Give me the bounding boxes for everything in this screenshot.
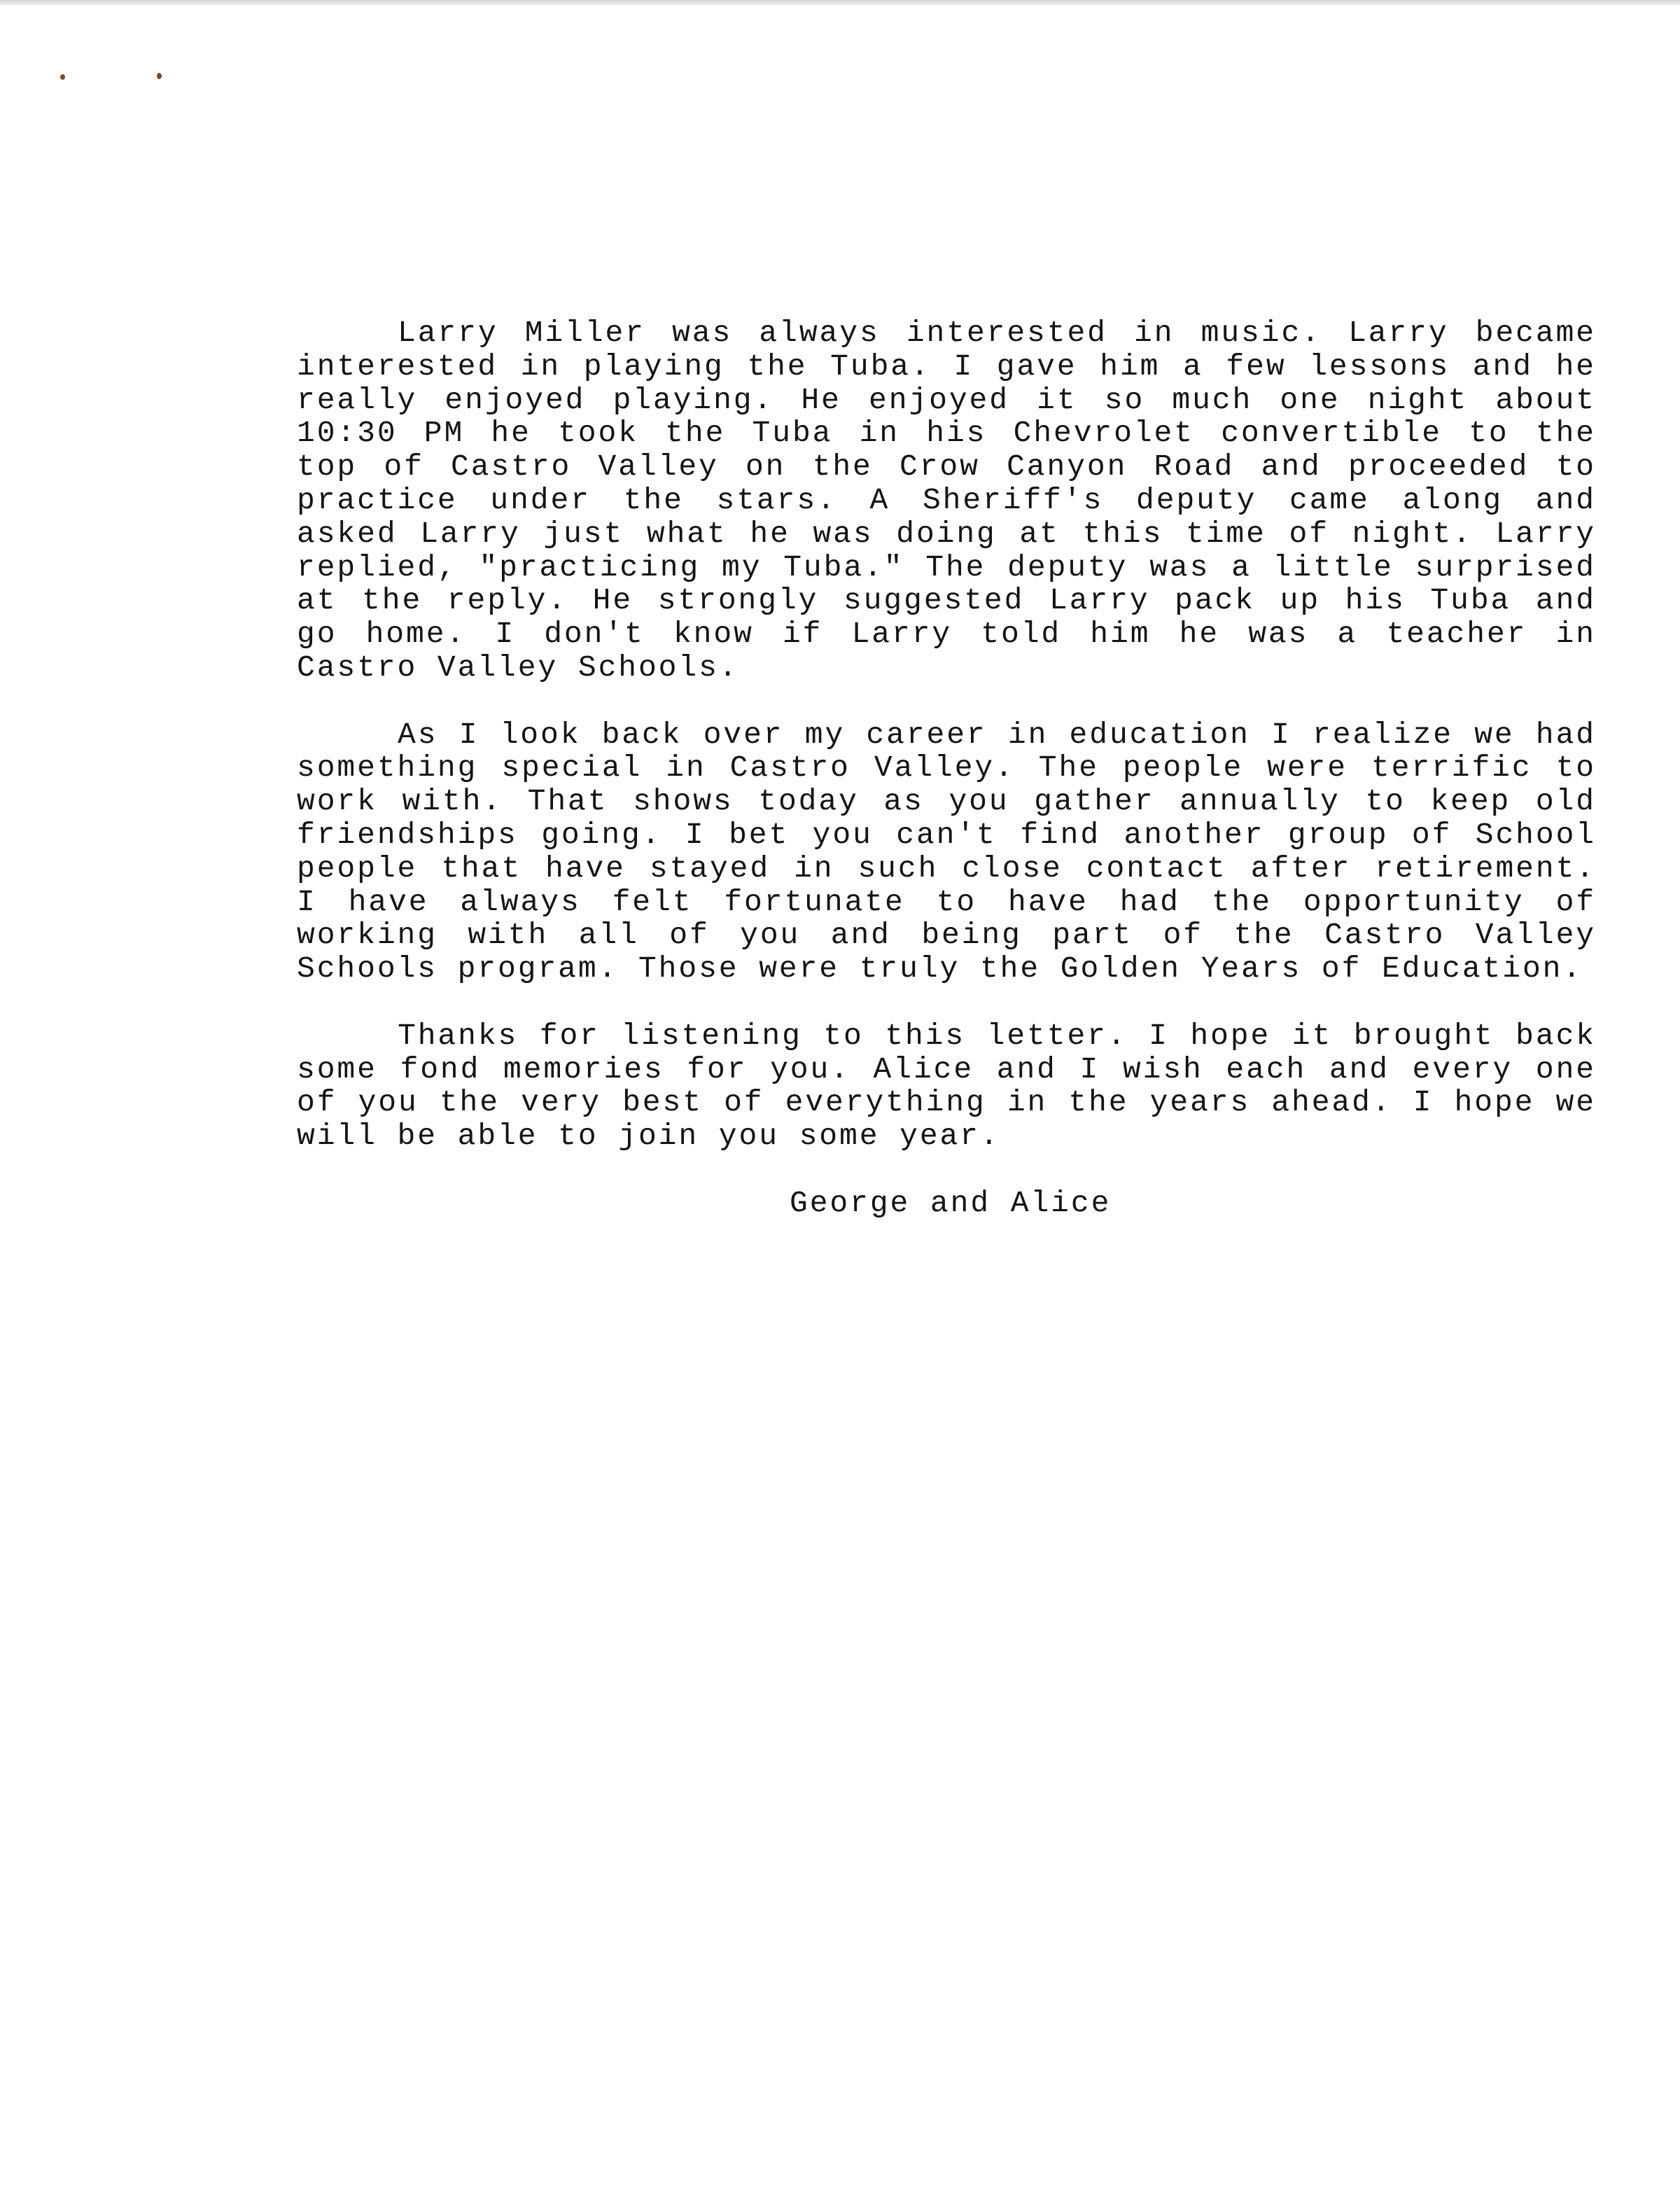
signature: George and Alice xyxy=(790,1185,1112,1220)
paragraph-tuba-story: Larry Miller was always interested in music. Larry became interested in playing the Tuba. I gave him a few lessons and he really enjoyed playing. He enjoyed it so much one night about 10:30 PM he took the Tuba in his Chevrolet convertible to the top of Castro Valley on the Crow Canyon Road and proceeded to practice under the stars. A Sheriff's deputy came along and asked Larry just what he was doing at this time of night. Larry replied, "practicing my Tuba." The deputy was a little surprised at the reply. He strongly suggested Larry pack up his Tuba and go home. I don't know if Larry told him he was a teacher in Castro Valley Schools. xyxy=(297,316,1596,685)
scan-speck xyxy=(157,73,162,79)
paragraph-closing-thanks: Thanks for listening to this letter. I hope it brought back some fond memories for you. Alice and I wish each and every one of you the very best of everything in the years ahead. I hope we will be able to join you some year. xyxy=(297,1018,1596,1154)
letter-body xyxy=(297,316,1596,1220)
scan-speck xyxy=(60,74,65,80)
scan-edge xyxy=(0,0,1680,7)
paragraph-career-reflection: As I look back over my career in education I realize we had something special in Castro Valley. The people were terrific to work with. That shows today as you gather annually to keep old friendships going. I bet you can't find another group of School people that have stayed in such close contact after retirement. I have always felt fortunate to have had the opportunity of working with all of you and being part of the Castro Valley Schools program. Those were truly the Golden Years of Education. xyxy=(297,717,1596,986)
